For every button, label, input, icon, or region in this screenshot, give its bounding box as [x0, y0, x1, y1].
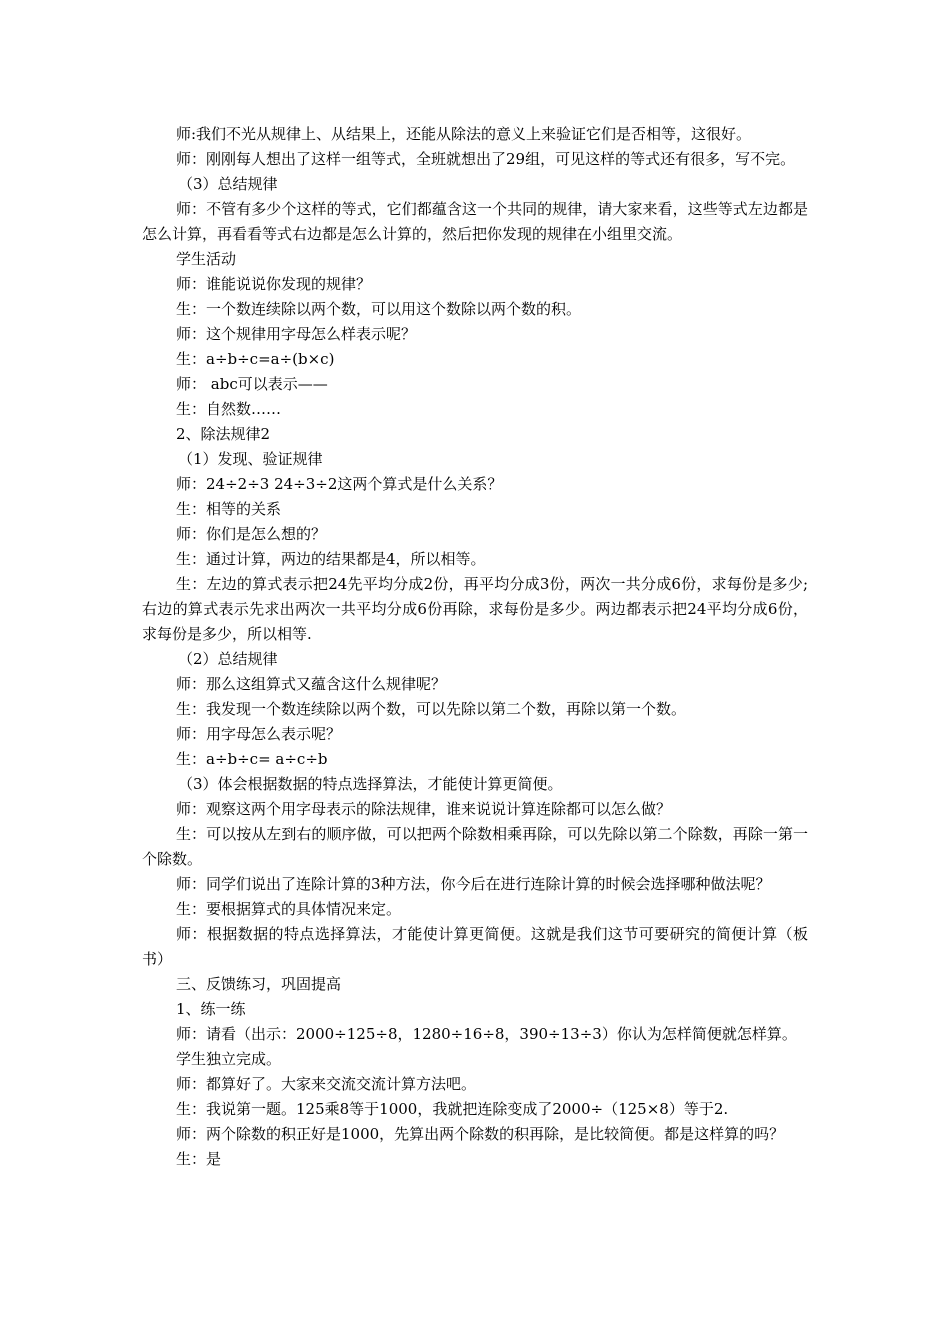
section-heading: （3）总结规律 — [178, 175, 278, 193]
paragraph: 师： abc可以表示—— — [176, 375, 328, 393]
section-heading: （1）发现、验证规律 — [178, 450, 323, 468]
paragraph: 师：都算好了。大家来交流交流计算方法吧。 — [176, 1075, 477, 1093]
paragraph: 师：谁能说说你发现的规律？ — [176, 275, 372, 293]
paragraph: 师：24÷2÷3 24÷3÷2这两个算式是什么关系？ — [176, 475, 503, 493]
paragraph: 师:我们不光从规律上、从结果上，还能从除法的意义上来验证它们是否相等，这很好。 — [176, 125, 752, 143]
paragraph: 生：左边的算式表示把24先平均分成2份，再平均分成3份，两次一共分成6份，求每份是多少;右边的算式表示先求出两次一共平均分成6份再除，求每份是多少。两边都表示把24平均分成6份，求每份是多少，所以相等. — [142, 575, 808, 643]
paragraph: 师：你们是怎么想的？ — [176, 525, 327, 543]
section-heading: （3）体会根据数据的特点选择算法，才能使计算更简便。 — [178, 775, 563, 793]
paragraph: 生：自然数…… — [176, 400, 282, 418]
paragraph: 师：观察这两个用字母表示的除法规律，谁来说说计算连除都可以怎么做？ — [176, 800, 672, 818]
paragraph: 生：a÷b÷c= a÷c÷b — [176, 750, 328, 768]
paragraph: 师：用字母怎么表示呢？ — [176, 725, 342, 743]
document-body — [142, 122, 808, 1172]
paragraph: 生：一个数连续除以两个数，可以用这个数除以两个数的积。 — [176, 300, 582, 318]
paragraph: 师：根据数据的特点选择算法，才能使计算更简便。这就是我们这节可要研究的简便计算（板书） — [142, 925, 808, 968]
paragraph: 学生活动 — [176, 250, 237, 268]
paragraph: 生：是 — [176, 1150, 222, 1168]
section-heading: 三、反馈练习，巩固提高 — [176, 975, 342, 993]
paragraph: 师：这个规律用字母怎么样表示呢？ — [176, 325, 417, 343]
section-heading: 1、练一练 — [176, 1000, 246, 1018]
paragraph: 学生独立完成。 — [176, 1050, 282, 1068]
paragraph: 生：相等的关系 — [176, 500, 282, 518]
paragraph: 师：同学们说出了连除计算的3种方法，你今后在进行连除计算的时候会选择哪种做法呢？ — [176, 875, 771, 893]
section-heading: 2、除法规律2 — [176, 425, 271, 443]
paragraph: 师：刚刚每人想出了这样一组等式，全班就想出了29组，可见这样的等式还有很多，写不完。 — [176, 150, 796, 168]
paragraph: 生：我说第一题。125乘8等于1000，我就把连除变成了2000÷（125×8）等于2. — [176, 1100, 729, 1118]
paragraph: 师：那么这组算式又蕴含这什么规律呢？ — [176, 675, 447, 693]
paragraph: 师：两个除数的积正好是1000，先算出两个除数的积再除，是比较简便。都是这样算的吗？ — [176, 1125, 785, 1143]
paragraph: 生：通过计算，两边的结果都是4，所以相等。 — [176, 550, 486, 568]
paragraph: 生：a÷b÷c=a÷(b×c) — [176, 350, 335, 368]
paragraph: 生：要根据算式的具体情况来定。 — [176, 900, 402, 918]
paragraph: 生：可以按从左到右的顺序做，可以把两个除数相乘再除，可以先除以第二个除数，再除一第一个除数。 — [142, 825, 808, 868]
paragraph: 师：不管有多少个这样的等式，它们都蕴含这一个共同的规律，请大家来看，这些等式左边都是怎么计算，再看看等式右边都是怎么计算的，然后把你发现的规律在小组里交流。 — [142, 200, 808, 243]
paragraph: 师：请看（出示：2000÷125÷8，1280÷16÷8，390÷13÷3）你认为怎样简便就怎样算。 — [176, 1025, 797, 1043]
paragraph: 生：我发现一个数连续除以两个数，可以先除以第二个数，再除以第一个数。 — [176, 700, 687, 718]
section-heading: （2）总结规律 — [178, 650, 278, 668]
